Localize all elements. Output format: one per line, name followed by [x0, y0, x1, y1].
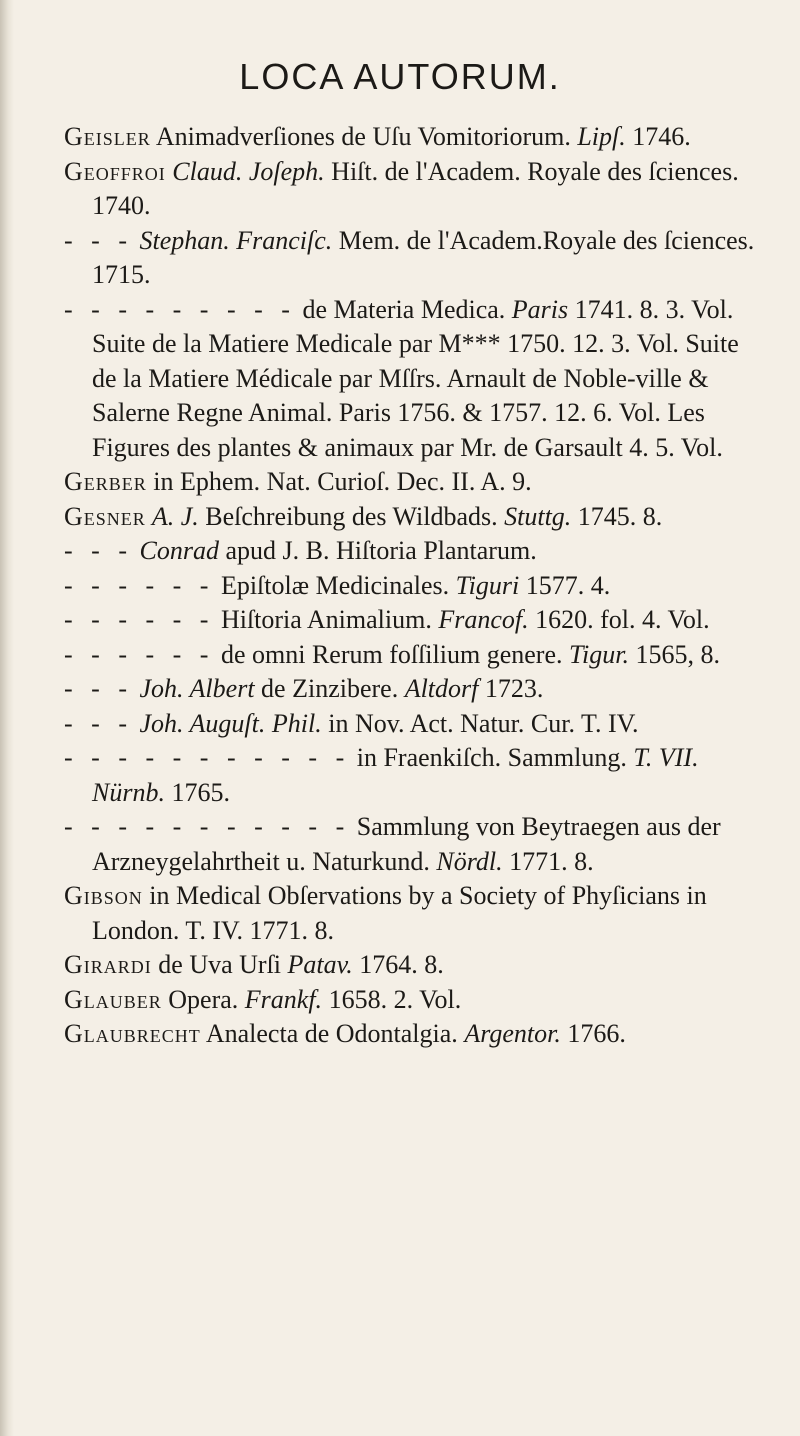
- entry-glauber: [64, 983, 764, 1018]
- author-entries: [64, 120, 764, 1052]
- entry-place: Lipſ.: [577, 122, 626, 151]
- entry-place: Francof.: [438, 605, 529, 634]
- entry-text: apud J. B. Hiſtoria Plantarum.: [218, 536, 537, 565]
- entry-girardi: [64, 948, 764, 983]
- entry-geoffroi-stephan: [64, 224, 764, 293]
- entry-author: Geisler: [64, 122, 151, 151]
- page-edge-shadow: [0, 0, 14, 1436]
- entry-text: Epiſtolæ Medicinales.: [214, 570, 456, 600]
- entry-place: Stuttg.: [504, 501, 572, 531]
- entry-author: Gerber: [64, 467, 147, 496]
- entry-gesner-conrad: [64, 534, 764, 569]
- entry-text: de omni Rerum foſſilium genere.: [214, 639, 569, 669]
- entry-rest: 1741. 8. 3. Vol. Suite de la Matiere Medicale par M*** 1750. 12. 3. Vol. Suite de la Matiere Médicale par Mſſrs. Arnault de Noble-ville & Salerne Regne Animal. Paris 1756. & 1757. 12. 6. Vol. Les Figures des plantes & animaux par Mr. de Garsault 4. 5. Vol.: [92, 294, 739, 462]
- entry-joh-albert: [64, 672, 764, 707]
- entry-materia-medica: [64, 293, 764, 466]
- entry-text: de Zinzibere.: [254, 674, 405, 703]
- entry-name: Joh. Auguſt. Phil.: [132, 708, 322, 738]
- entry-joh-august: [64, 707, 764, 742]
- entry-name: Conrad: [132, 536, 219, 565]
- entry-geoffroi-claud: [64, 155, 764, 224]
- entry-text: Hiſt. de l'Academ. Royale des ſciences. 1740.: [92, 156, 739, 220]
- entry-place: Tigur.: [568, 639, 629, 669]
- entry-place: Tiguri: [455, 570, 520, 600]
- entry-gibson: [64, 879, 764, 948]
- entry-author: Glaubrecht: [64, 1019, 201, 1048]
- entry-text: in Medical Obſervations by a Society of Phyſicians in London. T. IV. 1771. 8.: [92, 881, 707, 945]
- entry-rest: 1620. fol. 4. Vol.: [528, 605, 710, 634]
- entry-dash: - - - - - - - - - - -: [64, 812, 351, 841]
- entry-name: Claud. Joſeph.: [165, 156, 325, 186]
- entry-text: in Fraenkiſch. Sammlung.: [350, 743, 634, 772]
- entry-text: Mem. de l'Academ.Royale des ſciences. 1715.: [92, 225, 755, 289]
- entry-text: Hiſtoria Animalium.: [214, 605, 439, 634]
- entry-author: Geoffroi: [64, 156, 166, 186]
- entry-rest: 1565, 8.: [628, 639, 720, 669]
- entry-author: Gibson: [64, 881, 143, 910]
- entry-rest: 1771. 8.: [502, 846, 594, 876]
- entry-place: Patav.: [287, 950, 353, 979]
- entry-author: Gesner: [64, 501, 146, 531]
- entry-dash: - - -: [64, 674, 133, 703]
- entry-text: Opera.: [161, 984, 245, 1014]
- entry-place: T. VII. Nürnb.: [92, 743, 699, 807]
- page-header: LOCA AUTORUM.: [239, 56, 561, 97]
- entry-text: de Uva Urſi: [151, 950, 288, 979]
- entry-dash: - - -: [64, 708, 133, 738]
- entry-text: Analecta de Odontalgia.: [200, 1019, 465, 1048]
- entry-rest: 1745. 8.: [571, 501, 663, 531]
- entry-text: Beſchreibung des Wildbads.: [198, 501, 505, 531]
- entry-rest: 1764. 8.: [352, 950, 444, 979]
- entry-dash: - - - - - - - - - - -: [64, 743, 351, 772]
- entry-place: Nördl.: [436, 846, 503, 876]
- entry-fossilium: [64, 638, 764, 673]
- entry-gesner-aj: [64, 500, 764, 535]
- entry-dash: - - -: [64, 536, 133, 565]
- entry-name: Stephan. Franciſc.: [132, 225, 333, 255]
- entry-text: in Ephem. Nat. Curioſ. Dec. II. A. 9.: [146, 467, 532, 496]
- entry-dash: - - - - - -: [64, 570, 215, 600]
- entry-rest: 1746.: [625, 122, 691, 151]
- entry-epistolae: [64, 569, 764, 604]
- entry-dash: - - - - - - - - -: [64, 294, 296, 324]
- entry-gerber: [64, 465, 764, 500]
- entry-rest: 1765.: [164, 777, 230, 807]
- entry-place: Altdorf: [404, 674, 479, 703]
- entry-dash: - - -: [64, 225, 133, 255]
- entry-dash: - - - - - -: [64, 639, 215, 669]
- entry-rest: 1658. 2. Vol.: [322, 984, 462, 1014]
- entry-name: A. J.: [145, 501, 199, 531]
- entry-author: Glauber: [64, 984, 162, 1014]
- entry-historia-animalium: [64, 603, 764, 638]
- entry-place: Argentor.: [464, 1019, 561, 1048]
- entry-fraenkisch: [64, 741, 764, 810]
- entry-sammlung: [64, 810, 764, 879]
- entry-rest: 1766.: [560, 1019, 626, 1048]
- entry-glaubrecht: [64, 1017, 764, 1052]
- entry-name: Joh. Albert: [132, 674, 255, 703]
- entry-rest: 1723.: [478, 674, 544, 703]
- entry-rest: 1577. 4.: [519, 570, 611, 600]
- entry-text: Sammlung von Beytraegen aus der Arzneygelahrtheit u. Naturkund.: [92, 812, 721, 876]
- entry-place: Frankf.: [244, 984, 323, 1014]
- entry-text: de Materia Medica.: [295, 294, 512, 324]
- entry-place: Paris: [511, 294, 569, 324]
- entry-text: Animadverſiones de Uſu Vomitoriorum.: [150, 122, 578, 151]
- entry-text: in Nov. Act. Natur. Cur. T. IV.: [321, 708, 639, 738]
- entry-geisler: [64, 120, 764, 155]
- entry-author: Girardi: [64, 950, 152, 979]
- entry-dash: - - - - - -: [64, 605, 215, 634]
